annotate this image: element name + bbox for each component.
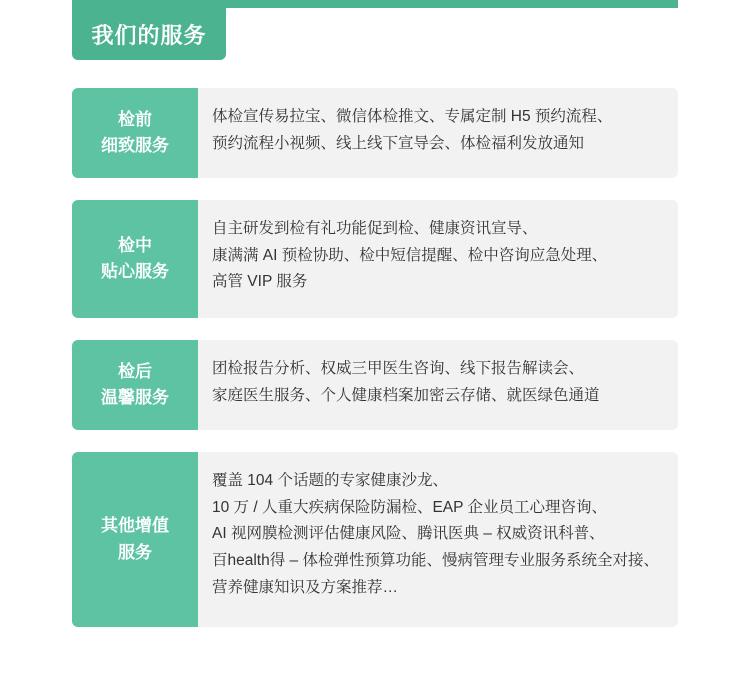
service-label-line1: 检后 — [118, 361, 152, 381]
service-label-line2: 贴心服务 — [101, 262, 169, 281]
service-label — [72, 200, 198, 318]
services-list — [72, 88, 678, 649]
service-description — [198, 452, 678, 627]
service-description-line: AI 视网膜检测评估健康风险、腾讯医典 – 权威资讯科普、 — [212, 525, 605, 543]
service-description-line: 百health得 – 体检弹性预算功能、慢病管理专业服务系统全对接、 — [212, 551, 659, 569]
service-row — [72, 340, 678, 430]
service-description-line: 自主研发到检有礼功能促到检、健康资讯宣导、 — [212, 220, 538, 237]
service-row — [72, 452, 678, 627]
service-description — [198, 88, 678, 178]
service-label-line1: 检中 — [118, 235, 152, 255]
service-description-line: 营养健康知识及方案推荐… — [212, 578, 399, 596]
service-description-line: 家庭医生服务、个人健康档案加密云存储、就医绿色通道 — [212, 386, 600, 404]
header-top-bar — [72, 0, 678, 8]
service-description-line: 体检宣传易拉宝、微信体检推文、专属定制 H5 预约流程、 — [212, 108, 613, 125]
service-description-line: 康满满 AI 预检协助、检中短信提醒、检中咨询应急处理、 — [212, 246, 608, 264]
service-label — [72, 88, 198, 178]
service-description — [198, 340, 678, 430]
service-description-line: 10 万 / 人重大疾病保险防漏检、EAP 企业员工心理咨询、 — [212, 498, 608, 516]
service-label-line1: 其他增值 — [101, 516, 169, 536]
service-description-line: 覆盖 104 个话题的专家健康沙龙、 — [212, 472, 448, 489]
service-row — [72, 200, 678, 318]
service-label — [72, 452, 198, 627]
service-description — [198, 200, 678, 318]
page-title: 我们的服务 — [91, 22, 207, 48]
service-description-line: 高管 VIP 服务 — [212, 273, 308, 291]
service-row — [72, 88, 678, 178]
service-label-line2: 细致服务 — [101, 136, 169, 155]
bottom-spacer — [0, 652, 750, 696]
section-header-tab — [72, 8, 226, 60]
service-label-line2: 服务 — [118, 542, 152, 562]
service-description-line: 预约流程小视频、线上线下宣导会、体检福利发放通知 — [212, 134, 585, 152]
service-label-line1: 检前 — [118, 109, 152, 129]
service-label-line2: 温馨服务 — [101, 388, 169, 407]
service-label — [72, 340, 198, 430]
service-description-line: 团检报告分析、权威三甲医生咨询、线下报告解读会、 — [212, 360, 585, 377]
